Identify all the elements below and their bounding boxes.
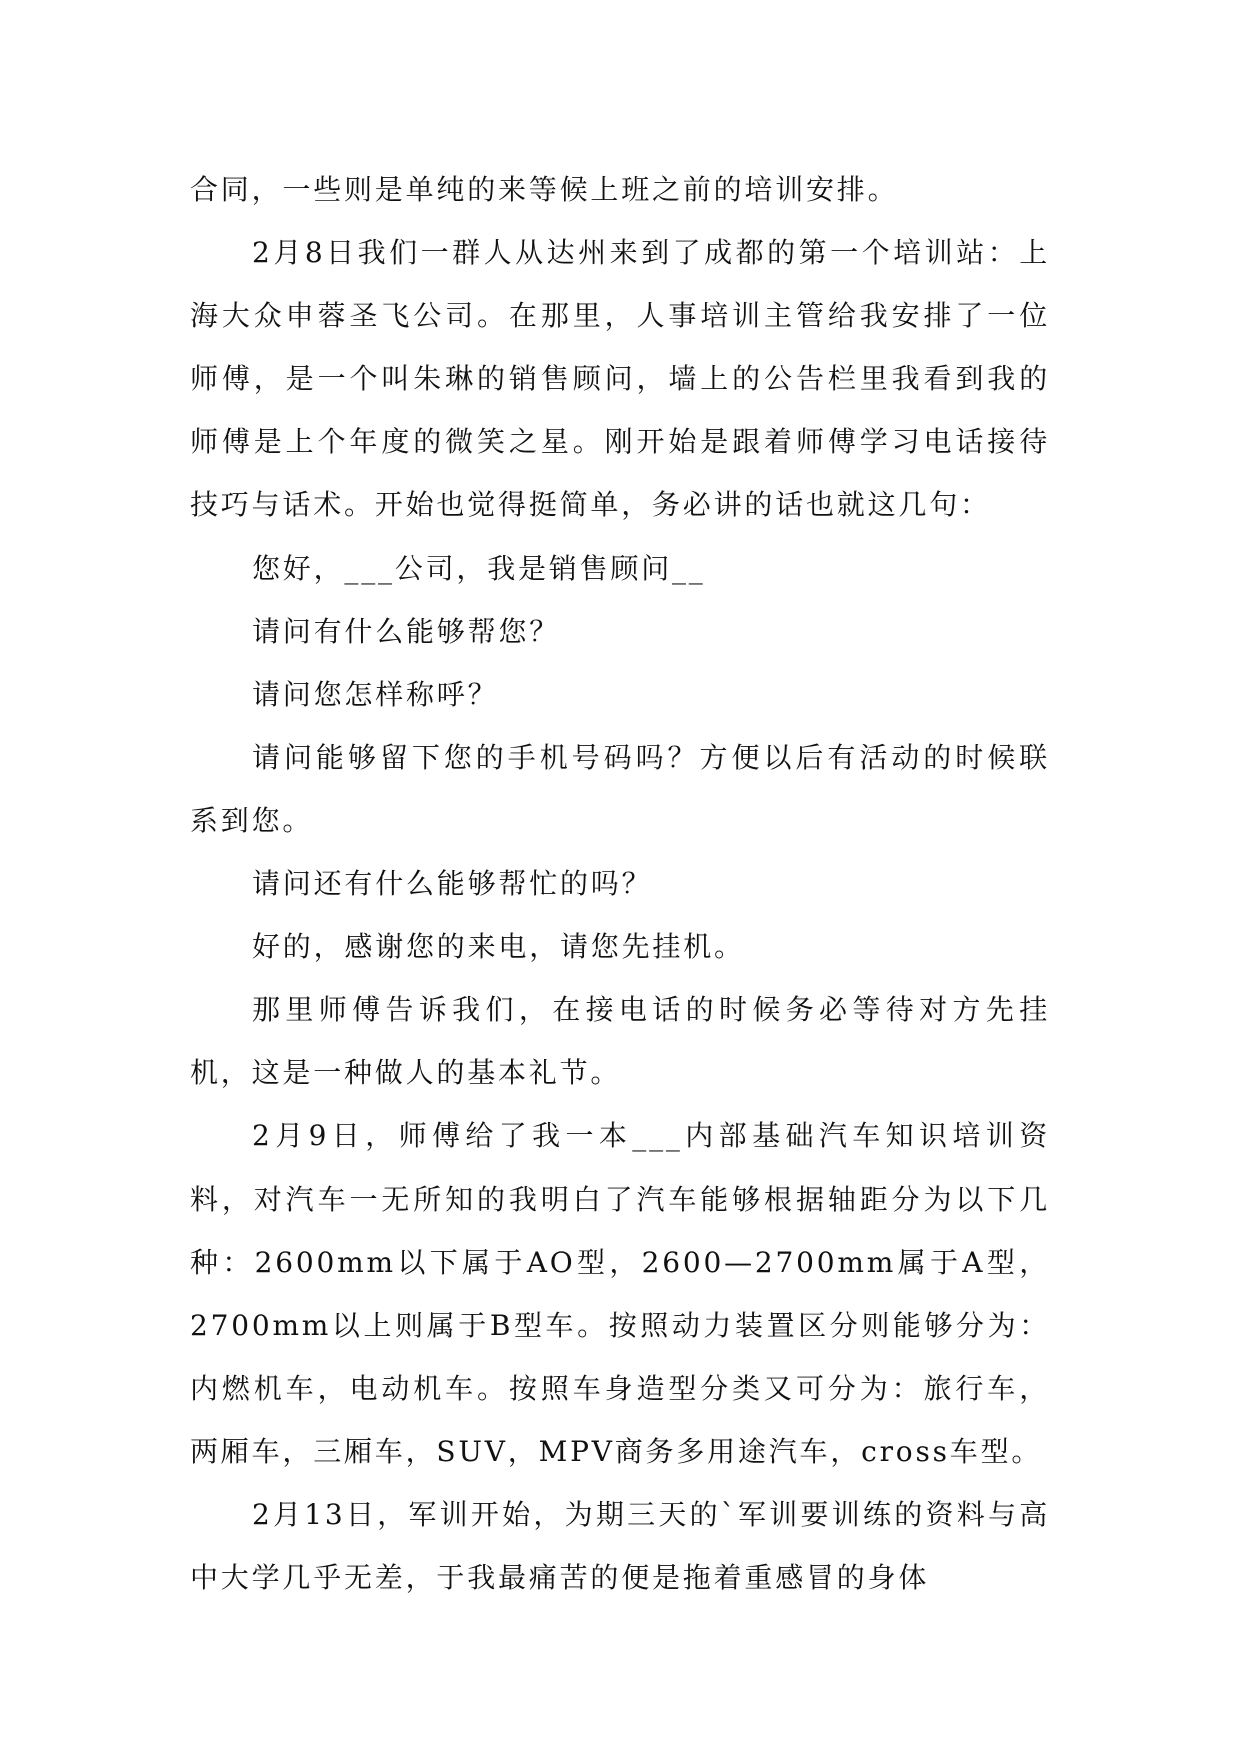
paragraph-phone-script-goodbye: 好的，感谢您的来电，请您先挂机。: [252, 930, 745, 964]
paragraph-phone-script-anything-else: 请问还有什么能够帮忙的吗？: [252, 867, 653, 901]
paragraph-phone-etiquette: 那里师傅告诉我们，在接电话的时候务必等待对方先挂机，这是一种做人的基本礼节。: [190, 993, 1050, 1090]
paragraph-phone-script-name: 请问您怎样称呼？: [252, 677, 499, 711]
paragraph-phone-script-help: 请问有什么能够帮您？: [252, 614, 561, 648]
paragraph-phone-script-greeting: 您好，___公司，我是销售顾问__: [252, 551, 706, 585]
body-text: [190, 158, 1050, 1609]
paragraph-phone-script-number: 请问能够留下您的手机号码吗？方便以后有活动的时候联系到您。: [190, 740, 1050, 837]
paragraph-feb-9-car-knowledge: 2月9日，师傅给了我一本___内部基础汽车知识培训资料，对汽车一无所知的我明白了汽车能够根据轴距分为以下几种：2600mm以下属于AO型，2600—2700mm属于A型，2700mm以上则属于B型车。按照动力装置区分则能够分为：内燃机车，电动机车。按照车身造型分类又可分为：旅行车，两厢车，三厢车，SUV，MPV商务多用途汽车，cross车型。: [190, 1119, 1050, 1468]
paragraph-contract-continuation: 合同，一些则是单纯的来等候上班之前的培训安排。: [190, 173, 899, 206]
paragraph-feb-8-training-station: 2月8日我们一群人从达州来到了成都的第一个培训站：上海大众申蓉圣飞公司。在那里，人事培训主管给我安排了一位师傅，是一个叫朱琳的销售顾问，墙上的公告栏里我看到我的师傅是上个年度的微笑之星。刚开始是跟着师傅学习电话接待技巧与话术。开始也觉得挺简单，务必讲的话也就这几句：: [190, 236, 1050, 522]
paragraph-feb-13-military-training: 2月13日，军训开始，为期三天的`军训要训练的资料与高中大学几乎无差，于我最痛苦的便是拖着重感冒的身体: [190, 1497, 1050, 1595]
